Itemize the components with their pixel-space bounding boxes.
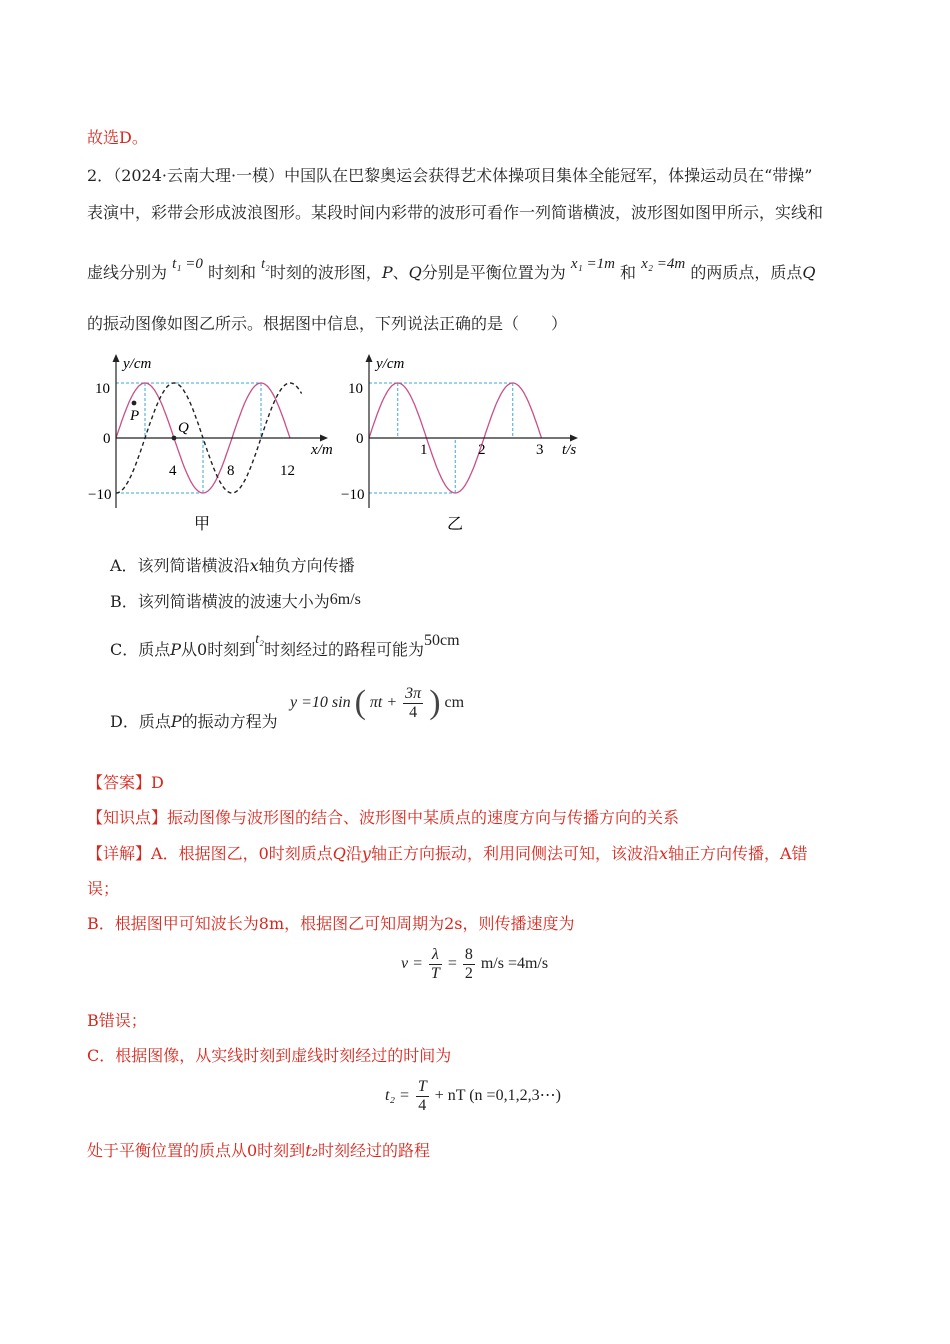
fraction-numerator: 8 [464, 946, 473, 963]
question-text: 分别是平衡位置为为 [421, 263, 566, 282]
fraction-numerator: T [417, 1078, 427, 1095]
y-tick-label: −10 [88, 487, 112, 503]
point-p-label: P [170, 640, 182, 659]
y-axis-label: y/cm [376, 356, 405, 372]
option-c [110, 632, 460, 662]
option-text: B．该列简谐横波的波速大小为 [110, 592, 330, 611]
velocity-equation [401, 946, 548, 983]
point-q-label: Q [802, 263, 816, 282]
x1-equation: x₁ =1m [570, 256, 615, 272]
fraction-denominator: T [430, 965, 440, 982]
question-source: （2024·云南大理·一模） [113, 166, 285, 185]
equation-text: v = [401, 955, 423, 973]
t2-symbol: t₂ [261, 257, 270, 272]
fraction-numerator: 3π [405, 684, 422, 702]
equation-text: = [447, 955, 457, 973]
option-text: 从0时刻到 [181, 640, 256, 659]
question-text: 的两质点，质点 [690, 263, 803, 282]
fraction [429, 946, 442, 983]
detail-line-a [87, 844, 808, 864]
option-b [110, 592, 361, 613]
detail-line-a-cont: 误； [87, 879, 120, 898]
point-p-label: P [170, 712, 182, 731]
detail-line-b: B．根据图甲可知波长为8m，根据图乙可知周期为2s，则传播速度为 [87, 914, 575, 933]
answer-value: D [151, 773, 164, 792]
separator: 、 [392, 263, 409, 282]
question-text: 虚线分别为 [87, 263, 168, 282]
equation-unit: cm [444, 694, 465, 711]
equation-text: t₂ = [385, 1087, 410, 1105]
fraction [403, 685, 423, 722]
detail-line-c-2 [87, 1141, 430, 1161]
option-text: C．质点 [110, 640, 171, 659]
question-line-4: 的振动图像如图乙所示。根据图中信息，下列说法正确的是（ ） [87, 314, 568, 333]
t2-symbol: t₂ [305, 1141, 319, 1160]
t2-symbol: t₂ [255, 632, 264, 647]
t-tick-label: 2 [478, 442, 486, 458]
question-text: 时刻和 [207, 263, 256, 282]
question-line-2: 表演中，彩带会形成波浪图形。某段时间内彩带的波形可看作一列简谐横波，波形图如图甲所示，实线和 [87, 203, 824, 222]
fraction [416, 1078, 429, 1115]
option-d [110, 712, 278, 732]
point-p-dot [132, 401, 137, 406]
detail-line-c: C．根据图像，从实线时刻到虚线时刻经过的时间为 [87, 1046, 452, 1065]
y-tick-label: −10 [341, 487, 365, 503]
detail-text: A．根据图乙，0时刻质点 [151, 844, 333, 863]
y-symbol: y [361, 844, 371, 863]
point-q-dot [172, 436, 177, 441]
question-number: 2． [87, 166, 114, 185]
previous-conclusion: 故选D。 [87, 128, 148, 147]
option-text: 时刻经过的路程可能为 [263, 640, 424, 659]
x-symbol: x [658, 844, 668, 863]
y-tick-label: 10 [348, 381, 363, 397]
figure-caption: 乙 [447, 516, 464, 533]
fraction-numerator: λ [429, 946, 442, 965]
option-a [110, 556, 355, 576]
question-text: 时刻的波形图， [269, 263, 382, 282]
detail-line-b-conclusion: B错误； [87, 1011, 147, 1030]
y-axis-arrow [366, 354, 373, 362]
figure-jia-wave-graph [85, 348, 345, 538]
x-axis-arrow [320, 435, 328, 442]
fraction [463, 946, 475, 983]
detail-text: 轴正方向振动，利用同侧法可知，该波沿 [370, 844, 659, 863]
t1-equation: t₁ =0 [172, 256, 203, 272]
detail-text: 轴正方向传播，A错 [668, 844, 808, 863]
x2-equation: x₂ =4m [641, 256, 686, 272]
knowledge-line [87, 808, 679, 828]
x-axis-label: x/m [311, 442, 333, 458]
question-line-3 [87, 256, 816, 285]
point-p-label: P [130, 408, 140, 424]
paren-left: ( [354, 684, 366, 721]
fraction-denominator: 4 [418, 1097, 427, 1114]
t-axis-label: t/s [562, 442, 577, 458]
paren-right: ) [429, 684, 441, 721]
equation-text: m/s =4m/s [480, 955, 549, 973]
option-d-equation [290, 684, 464, 726]
x-tick-label: 4 [169, 463, 177, 479]
fraction-denominator: 2 [464, 965, 473, 982]
point-p-label: P [381, 263, 393, 282]
equation-text: + nT (n =0,1,2,3⋯) [434, 1087, 561, 1105]
detail-tag: 【详解】 [87, 844, 152, 863]
detail-text: 处于平衡位置的质点从0时刻到 [87, 1141, 306, 1160]
equation-text: y =10 sin [290, 694, 351, 711]
option-value: 6m/s [329, 591, 361, 608]
point-q-label: Q [178, 420, 189, 436]
x-tick-label: 8 [227, 463, 235, 479]
point-q-label: Q [408, 263, 422, 282]
x-tick-label: 12 [280, 463, 295, 479]
q-symbol: Q [332, 844, 346, 863]
option-text: A．该列简谐横波沿 [110, 556, 250, 575]
time-equation [385, 1078, 561, 1115]
answer-tag: 【答案】 [87, 773, 152, 792]
question-text: 和 [620, 263, 637, 282]
knowledge-text: 振动图像与波形图的结合、波形图中某质点的速度方向与传播方向的关系 [167, 808, 680, 827]
question-text: 中国队在巴黎奥运会获得艺术体操项目集体全能冠军，体操运动员在“带操” [284, 166, 813, 185]
fraction-denominator: 4 [409, 703, 418, 721]
figure-caption: 甲 [194, 516, 211, 533]
answer-line [87, 773, 164, 793]
option-text: D．质点 [110, 712, 171, 731]
t-tick-label: 3 [536, 442, 544, 458]
x-symbol: x [249, 556, 259, 575]
option-value: 50cm [423, 632, 460, 649]
t-axis-arrow [570, 435, 578, 442]
option-text: 轴负方向传播 [258, 556, 355, 575]
detail-text: 沿 [345, 844, 362, 863]
y-tick-label: 10 [95, 381, 110, 397]
y-tick-label: 0 [103, 431, 111, 447]
question-line-1 [87, 166, 812, 186]
detail-text: 时刻经过的路程 [318, 1141, 431, 1160]
knowledge-tag: 【知识点】 [87, 808, 168, 827]
figure-yi-vibration-graph [338, 348, 598, 538]
option-text: 的振动方程为 [181, 712, 278, 731]
equation-text: πt + [369, 694, 398, 711]
y-axis-arrow [113, 354, 120, 362]
y-axis-label: y/cm [123, 356, 152, 372]
y-tick-label: 0 [356, 431, 364, 447]
t-tick-label: 1 [420, 442, 428, 458]
